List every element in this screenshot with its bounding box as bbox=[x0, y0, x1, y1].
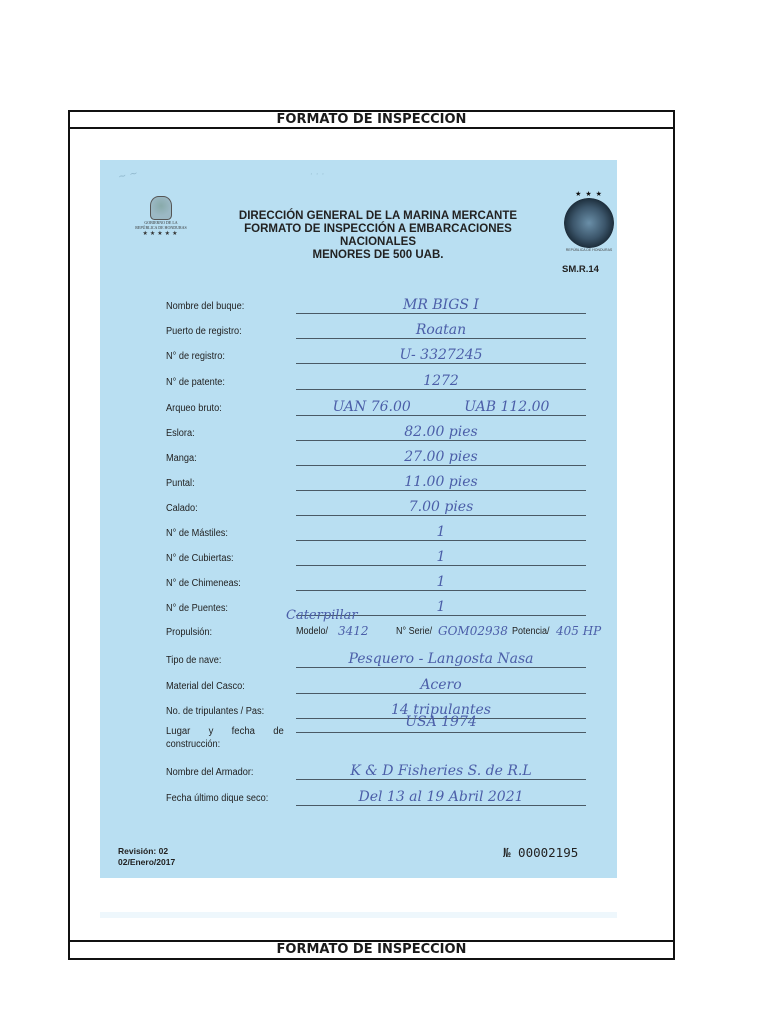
field-underline bbox=[296, 415, 586, 416]
field-underline bbox=[296, 590, 586, 591]
seal-caption-right: REPÚBLICA DE HONDURAS bbox=[565, 248, 613, 252]
form-header bbox=[208, 210, 548, 262]
field-underline bbox=[296, 440, 586, 441]
field-row bbox=[166, 569, 586, 591]
construction-label-line-2: construcción: bbox=[166, 739, 221, 750]
field-value[interactable]: 1 bbox=[436, 599, 446, 615]
field-label: N° de registro: bbox=[166, 351, 225, 362]
field-row bbox=[166, 672, 586, 694]
field-row bbox=[166, 394, 586, 416]
field-row bbox=[166, 784, 586, 806]
field-underline bbox=[296, 667, 586, 668]
frame-right-border bbox=[673, 128, 675, 960]
field-row bbox=[166, 444, 586, 466]
frame-left-border bbox=[68, 128, 70, 960]
header-line-2: FORMATO DE INSPECCIÓN A EMBARCACIONES NACIONALES bbox=[244, 223, 512, 248]
coat-of-arms-icon bbox=[150, 196, 172, 220]
field-label: Eslora: bbox=[166, 428, 195, 439]
field-value[interactable]: UAN 76.00 UAB 112.00 bbox=[332, 399, 550, 415]
stars-icon: ★★★★★ bbox=[142, 231, 180, 237]
modelo-label: Modelo/ bbox=[296, 626, 329, 637]
label-word: de bbox=[273, 726, 284, 737]
frame-title-bottom: FORMATO DE INSPECCIÓN bbox=[276, 942, 467, 957]
field-value[interactable]: 27.00 pies bbox=[404, 449, 478, 465]
construction-value[interactable]: USA 1974 bbox=[405, 714, 477, 730]
field-row bbox=[166, 469, 586, 491]
field-label: Propulsión: bbox=[166, 627, 213, 638]
potencia-label: Potencia/ bbox=[512, 626, 550, 637]
field-underline bbox=[296, 363, 586, 364]
seal-caption-1: GOBIERNO DE LA bbox=[144, 220, 178, 225]
field-underline bbox=[296, 779, 586, 780]
field-underline bbox=[296, 805, 586, 806]
field-label: Puerto de registro: bbox=[166, 326, 242, 337]
field-value[interactable]: 14 tripulantes bbox=[391, 702, 491, 718]
construction-label-line-1 bbox=[166, 726, 284, 737]
field-row bbox=[166, 317, 586, 339]
frame-header-bar bbox=[68, 110, 675, 129]
field-label: Material del Casco: bbox=[166, 681, 245, 692]
field-underline bbox=[296, 490, 586, 491]
margin-scribble-2: · · · bbox=[310, 170, 325, 180]
stars-icon: ★ ★ ★ bbox=[575, 191, 603, 198]
serial-number: № 00002195 bbox=[503, 845, 579, 860]
field-label: N° de Chimeneas: bbox=[166, 578, 241, 589]
field-row bbox=[166, 758, 586, 780]
serie-label: N° Serie/ bbox=[396, 626, 433, 637]
field-label: N° de Mástiles: bbox=[166, 528, 228, 539]
field-underline bbox=[296, 515, 586, 516]
field-underline bbox=[296, 389, 586, 390]
field-value[interactable]: 1272 bbox=[423, 373, 459, 389]
field-label: No. de tripulantes / Pas: bbox=[166, 706, 265, 717]
header-line-3: MENORES DE 500 UAB. bbox=[312, 249, 444, 261]
field-value[interactable]: Del 13 al 19 Abril 2021 bbox=[358, 789, 524, 805]
field-label: N° de Cubiertas: bbox=[166, 553, 234, 564]
field-label: Fecha último dique seco: bbox=[166, 793, 269, 804]
field-value[interactable]: U- 3327245 bbox=[399, 347, 483, 363]
field-value[interactable]: 11.00 pies bbox=[404, 474, 478, 490]
field-row bbox=[166, 494, 586, 516]
potencia-value[interactable]: 405 HP bbox=[556, 624, 602, 638]
merchant-marine-seal bbox=[560, 190, 618, 260]
field-label: N° de Puentes: bbox=[166, 603, 228, 614]
field-value[interactable]: Pesquero - Langosta Nasa bbox=[348, 651, 534, 667]
field-label: Calado: bbox=[166, 503, 198, 514]
modelo-value[interactable]: 3412 bbox=[338, 624, 369, 638]
engine-brand-value[interactable]: Caterpillar bbox=[286, 608, 358, 623]
revision-date: 02/Enero/2017 bbox=[118, 857, 176, 867]
field-value[interactable]: K & D Fisheries S. de R.L bbox=[350, 763, 532, 779]
field-label: Nombre del Armador: bbox=[166, 767, 254, 778]
field-label: Nombre del buque: bbox=[166, 301, 245, 312]
label-word: y bbox=[208, 726, 214, 737]
frame-title-top: FORMATO DE INSPECCIÓN bbox=[276, 112, 467, 127]
field-value[interactable]: Roatan bbox=[415, 322, 467, 338]
serie-value[interactable]: GOM02938 bbox=[438, 624, 508, 638]
field-label: N° de patente: bbox=[166, 377, 225, 388]
margin-scribble: ~ ~ bbox=[117, 168, 139, 183]
field-label: Manga: bbox=[166, 453, 197, 464]
seal-caption-2: REPÚBLICA DE HONDURAS bbox=[135, 225, 187, 230]
construction-row bbox=[166, 714, 586, 754]
field-row bbox=[166, 342, 586, 364]
sheet-shadow bbox=[100, 912, 617, 918]
header-line-1: DIRECCIÓN GENERAL DE LA MARINA MERCANTE bbox=[238, 210, 518, 222]
field-label: Arqueo bruto: bbox=[166, 403, 222, 414]
field-value[interactable]: 82.00 pies bbox=[404, 424, 478, 440]
field-row bbox=[166, 419, 586, 441]
field-value[interactable]: 7.00 pies bbox=[408, 499, 474, 515]
field-row bbox=[166, 544, 586, 566]
revision-info bbox=[118, 846, 175, 868]
form-code: SM.R.14 bbox=[562, 264, 599, 275]
field-value[interactable]: 1 bbox=[436, 549, 446, 565]
field-row bbox=[166, 646, 586, 668]
field-underline bbox=[296, 732, 586, 733]
field-underline bbox=[296, 313, 586, 314]
field-value[interactable]: MR BIGS I bbox=[403, 297, 479, 313]
revision-number: Revisión: 02 bbox=[118, 846, 169, 856]
field-row bbox=[166, 519, 586, 541]
label-word: fecha bbox=[231, 726, 255, 737]
marine-emblem-icon bbox=[564, 198, 614, 248]
field-value[interactable]: 1 bbox=[436, 524, 446, 540]
field-underline bbox=[296, 338, 586, 339]
government-seal bbox=[133, 196, 189, 246]
frame-footer-bar bbox=[68, 940, 675, 960]
label-word: Lugar bbox=[166, 726, 191, 737]
field-underline bbox=[296, 465, 586, 466]
field-value[interactable]: 1 bbox=[436, 574, 446, 590]
field-underline bbox=[296, 540, 586, 541]
field-row bbox=[166, 292, 586, 314]
field-label: Puntal: bbox=[166, 478, 195, 489]
field-value[interactable]: Acero bbox=[420, 677, 462, 693]
field-underline bbox=[296, 693, 586, 694]
field-row bbox=[166, 368, 586, 390]
field-underline bbox=[296, 565, 586, 566]
field-label: Tipo de nave: bbox=[166, 655, 222, 666]
